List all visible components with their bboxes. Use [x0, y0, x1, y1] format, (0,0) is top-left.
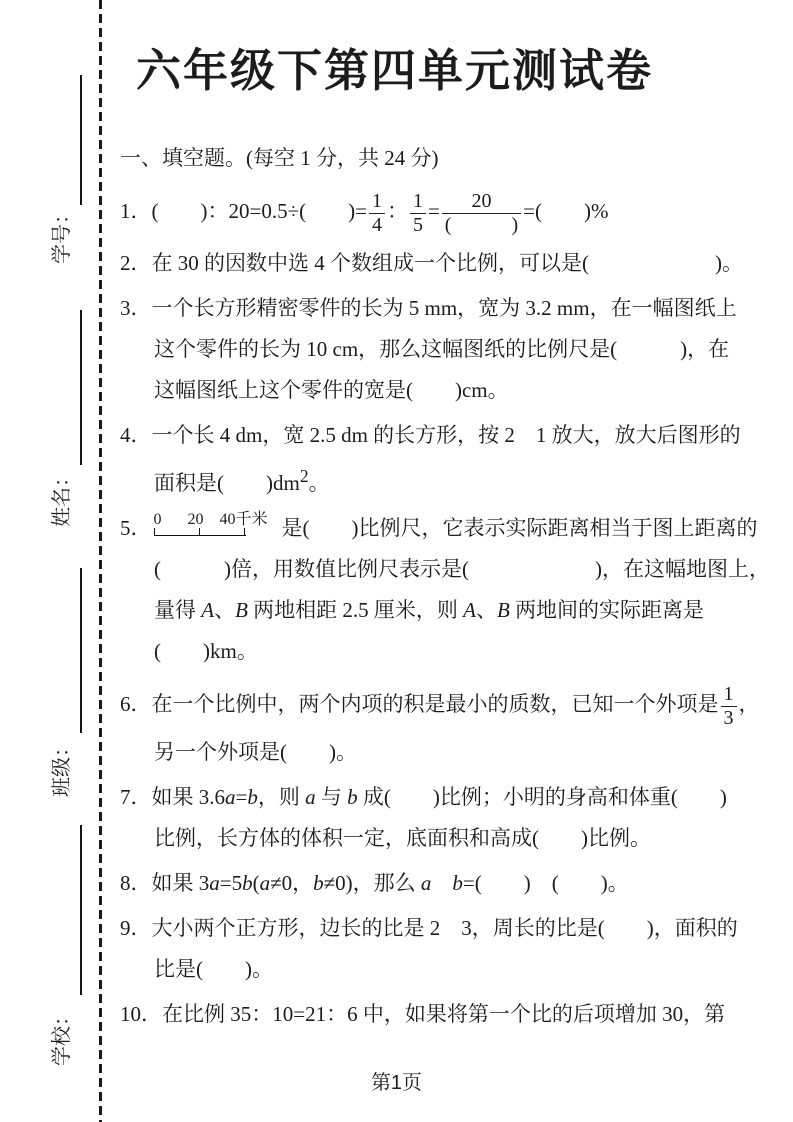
question-text: 面积是( )dm	[154, 471, 300, 495]
question-line	[120, 818, 720, 859]
question-text: 在比例 35：10=21：6 中，如果将第一个比的后项增加 30，第	[162, 1002, 726, 1026]
variable-letter: B	[235, 598, 248, 622]
question-text: 一个长方形精密零件的长为 5 mm，宽为 3.2 mm，在一幅图纸上	[151, 296, 737, 320]
student-id-label: 学号：	[51, 204, 73, 264]
scale-tick	[154, 528, 156, 536]
class-write-line	[80, 568, 82, 733]
question-text: ，	[738, 692, 760, 716]
question-text: =( )%	[523, 199, 609, 223]
question-text: 另一个外项是( )。	[154, 740, 357, 764]
variable-letter: b	[242, 871, 253, 895]
question-text: 大小两个正方形，边长的比是 2 3，周长的比是( )，面积的	[151, 916, 738, 940]
question-line	[120, 994, 726, 1035]
question-text: ：	[386, 199, 408, 223]
variable-letter: A	[201, 598, 215, 622]
question-line	[120, 288, 737, 329]
question-text: ( )倍，用数值比例尺表示是( )，在这幅地图上，	[154, 557, 770, 581]
question-text: 成( )比例；小明的身高和体重( )	[357, 785, 727, 809]
scale-tick	[244, 528, 246, 536]
question-line	[120, 908, 738, 949]
fraction: $\frac{1}{3}$	[721, 683, 737, 729]
question-text: 这幅图纸上这个零件的宽是( )cm。	[154, 378, 509, 402]
question-text: 在一个比例中，两个内项的积是最小的质数，已知一个外项是	[151, 692, 719, 716]
question-text: 、	[475, 598, 497, 622]
variable-letter: a	[420, 871, 432, 895]
question-number: 2．	[120, 251, 152, 275]
variable-letter: b	[313, 871, 324, 895]
question-text: =	[427, 199, 440, 223]
question-text: 两地间的实际距离是	[509, 598, 705, 622]
question-9	[120, 908, 738, 990]
question-line	[120, 732, 720, 773]
variable-letter: b	[452, 871, 463, 895]
variable-letter: a	[209, 871, 220, 895]
fraction: $\frac{20}{( )}$	[442, 190, 521, 236]
question-text: 一个长 4 dm，宽 2.5 dm 的长方形，按 2 1 放大，放大后图形的	[151, 423, 741, 447]
question-text: 、	[214, 598, 236, 622]
scale-label: 40千米	[219, 511, 268, 528]
question-text: =( ) ( )。	[462, 871, 629, 895]
question-text: 这个零件的长为 10 cm，那么这幅图纸的比例尺是( )，在	[154, 337, 730, 361]
question-text: =5	[219, 871, 243, 895]
fraction: $\frac{1}{5}$	[410, 190, 426, 236]
question-number: 6．	[120, 692, 152, 716]
main-content	[120, 0, 770, 1039]
question-text: ≠0)，那么	[323, 871, 421, 895]
question-text: 比是( )。	[154, 957, 273, 981]
question-number: 8．	[120, 871, 152, 895]
question-line	[120, 631, 720, 672]
question-number: 10．	[120, 1002, 162, 1026]
question-text: 与	[315, 785, 348, 809]
page-title: 六年级下第四单元测试卷	[136, 45, 654, 96]
question-number: 3．	[120, 296, 152, 320]
school-write-line	[80, 825, 82, 995]
question-number: 1．	[120, 199, 152, 223]
question-3	[120, 288, 737, 411]
question-2	[120, 243, 743, 284]
question-text: =	[235, 785, 248, 809]
variable-letter: A	[463, 598, 476, 622]
variable-letter: B	[496, 598, 510, 622]
question-text: 是( )比例尺，它表示实际距离相当于图上距离的	[281, 516, 758, 540]
question-line	[120, 329, 730, 370]
fraction: $\frac{1}{4}$	[369, 190, 385, 236]
question-number: 9．	[120, 916, 152, 940]
question-line	[120, 183, 720, 239]
question-text: 量得	[154, 598, 202, 622]
question-text: 如果 3.6	[151, 785, 225, 809]
question-text: 如果 3	[151, 871, 210, 895]
question-line	[120, 243, 743, 284]
question-line	[120, 549, 770, 590]
question-7	[120, 777, 727, 859]
question-line	[120, 508, 758, 549]
question-text: ≠0，	[270, 871, 314, 895]
question-text: ，则	[257, 785, 306, 809]
question-6	[120, 676, 760, 773]
question-number: 7．	[120, 785, 152, 809]
superscript: 2	[299, 466, 309, 486]
question-line	[120, 777, 727, 818]
name-label: 姓名：	[51, 467, 73, 527]
scale-tick	[199, 528, 201, 536]
question-5	[120, 508, 770, 672]
question-1	[120, 183, 720, 239]
question-text: 在 30 的因数中选 4 个数组成一个比例，可以是( )。	[151, 251, 743, 275]
variable-letter: a	[259, 871, 271, 895]
binding-dashed-line	[99, 0, 102, 1122]
variable-letter: a	[225, 785, 236, 809]
question-text: 比例，长方体的体积一定，底面积和高成( )比例。	[154, 826, 651, 850]
question-text: (	[252, 871, 260, 895]
school-label: 学校：	[51, 1006, 73, 1066]
question-text: ( )：20=0.5÷( )=	[151, 199, 367, 223]
question-line	[120, 863, 720, 904]
question-number: 5．	[120, 516, 152, 540]
question-4	[120, 415, 741, 504]
variable-letter: b	[347, 785, 358, 809]
variable-letter: b	[247, 785, 258, 809]
question-line	[120, 370, 720, 411]
question-10	[120, 994, 726, 1035]
student-id-write-line	[80, 75, 82, 205]
question-line	[120, 676, 760, 732]
question-text	[431, 871, 452, 895]
question-line	[120, 415, 741, 456]
name-write-line	[80, 310, 82, 465]
question-text: 两地相距 2.5 厘米，则	[247, 598, 464, 622]
page-number: 第1页	[370, 1072, 423, 1094]
question-text: ( )km。	[154, 639, 258, 663]
question-line	[120, 949, 720, 990]
class-label: 班级：	[51, 737, 73, 797]
question-line	[120, 456, 720, 504]
question-text: 。	[308, 471, 330, 495]
question-8	[120, 863, 720, 904]
questions-list	[120, 183, 770, 1035]
map-scale-figure	[152, 511, 282, 544]
section-heading: 一、填空题。(每空 1 分，共 24 分)	[120, 146, 439, 170]
question-line	[120, 590, 720, 631]
question-number: 4．	[120, 423, 152, 447]
scale-label: 20	[187, 511, 204, 528]
scale-label: 0	[153, 511, 162, 528]
variable-letter: a	[305, 785, 316, 809]
